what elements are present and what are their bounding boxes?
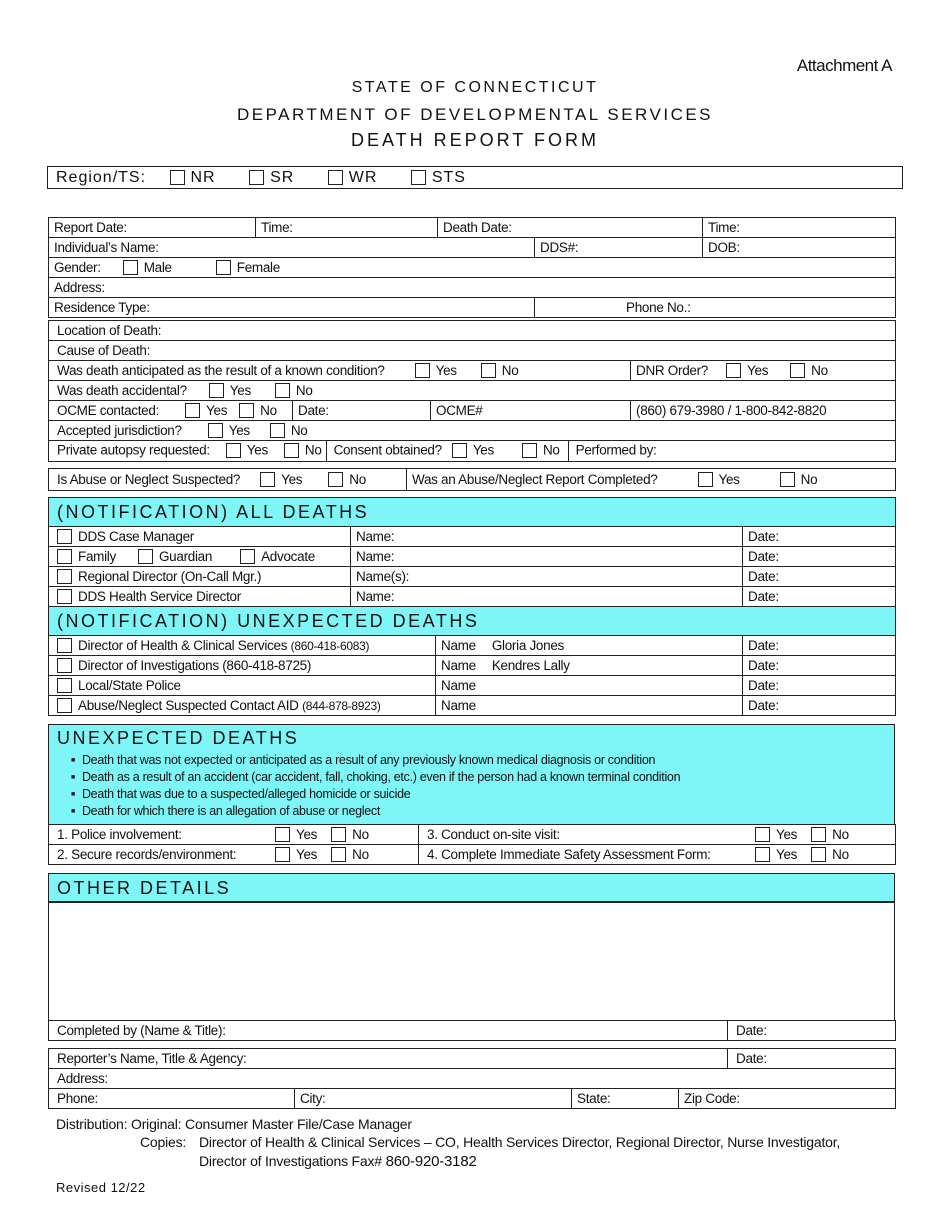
copies-line-1: Director of Health & Clinical Services – CO, Health Services Director, Regional Director, Nurse Investigator,	[199, 1134, 841, 1150]
criteria-item: ■ Death as a result of an accident (car accident, fall, choking, etc.) even if the person had a known terminal condition	[71, 769, 894, 786]
no-label: No	[295, 383, 313, 398]
dnr-label: DNR Order?	[636, 363, 709, 378]
criteria-item: ■ Death for which there is an allegation of abuse or neglect	[71, 803, 894, 820]
yes-label: Yes	[776, 847, 798, 862]
yes-label: Yes	[246, 442, 268, 458]
health-clinical-checkbox[interactable]	[57, 638, 72, 653]
anticipated-yes-checkbox[interactable]	[415, 363, 430, 378]
jurisdiction-yes-checkbox[interactable]	[208, 423, 223, 438]
onsite-visit-label: 3. Conduct on-site visit:	[427, 827, 560, 842]
death-time-field[interactable]: Time:	[703, 218, 896, 238]
secure-records-yes-checkbox[interactable]	[275, 847, 290, 862]
region-sr-label: SR	[270, 169, 295, 186]
completed-by-table	[48, 1020, 896, 1041]
police-involvement-yes-checkbox[interactable]	[275, 827, 290, 842]
abuse-report-row	[407, 469, 896, 491]
gender-label: Gender:	[54, 260, 101, 275]
gender-row	[49, 258, 896, 278]
case-manager-name-field[interactable]: Name:	[351, 527, 743, 547]
family-label: Family	[78, 549, 116, 564]
individual-name-field[interactable]: Individual’s Name:	[49, 238, 535, 258]
ocme-yes-checkbox[interactable]	[185, 403, 200, 418]
onsite-visit-no-checkbox[interactable]	[811, 827, 826, 842]
investigations-contact: Kendres Lally	[491, 658, 570, 673]
accidental-no-checkbox[interactable]	[275, 383, 290, 398]
yes-label: Yes	[435, 363, 457, 378]
autopsy-label: Private autopsy requested:	[57, 442, 210, 458]
case-manager-date-field[interactable]: Date:	[743, 527, 896, 547]
state-heading: STATE OF CONNECTICUT	[351, 79, 599, 96]
region-row	[47, 166, 903, 189]
abuse-table	[48, 468, 896, 491]
region-sts-label: STS	[431, 169, 466, 186]
autopsy-row	[49, 441, 896, 462]
yes-label: Yes	[281, 472, 303, 487]
cause-of-death-field[interactable]: Cause of Death:	[49, 341, 896, 361]
other-details-textarea[interactable]	[49, 903, 894, 1018]
investigations-row	[49, 656, 436, 676]
consent-label: Consent obtained?	[333, 442, 442, 458]
notification-all-table	[48, 497, 896, 607]
ocme-phone: (860) 679-3980 / 1-800-842-8820	[631, 401, 896, 421]
notification-unexpected-title: (NOTIFICATION) UNEXPECTED DEATHS	[49, 607, 896, 636]
form-title: DEATH REPORT FORM	[350, 130, 599, 150]
department-heading: DEPARTMENT OF DEVELOPMENTAL SERVICES	[236, 105, 714, 124]
yes-label: Yes	[747, 363, 769, 378]
reporter-date-field[interactable]: Date:	[728, 1049, 896, 1069]
reporter-name-field[interactable]: Reporter’s Name, Title & Agency:	[49, 1049, 728, 1069]
advocate-checkbox[interactable]	[240, 549, 255, 564]
notification-unexpected-table	[48, 606, 896, 716]
family-date-field[interactable]: Date:	[743, 547, 896, 567]
police-checkbox[interactable]	[57, 678, 72, 693]
onsite-visit-row	[419, 825, 896, 845]
secure-records-row	[49, 845, 419, 865]
accidental-row	[49, 381, 896, 401]
no-label: No	[542, 442, 560, 458]
yes-label: Yes	[228, 423, 250, 438]
ocme-no-checkbox[interactable]	[239, 403, 254, 418]
other-details-title: OTHER DETAILS	[49, 874, 894, 903]
police-involvement-row	[49, 825, 419, 845]
fax-number: 860-920-3182	[385, 1153, 477, 1170]
jurisdiction-no-checkbox[interactable]	[270, 423, 285, 438]
investigations-date-field[interactable]: Date:	[743, 656, 896, 676]
health-clinical-name	[436, 636, 743, 656]
ocme-date-field[interactable]: Date:	[293, 401, 431, 421]
unexpected-actions-table	[48, 824, 896, 865]
report-yes-checkbox[interactable]	[698, 472, 713, 487]
reporter-city-field[interactable]: City:	[295, 1089, 572, 1109]
no-label: No	[349, 472, 366, 487]
ocme-number-field[interactable]: OCME#	[431, 401, 631, 421]
fax-label: Director of Investigations Fax#	[199, 1153, 382, 1169]
accidental-yes-checkbox[interactable]	[209, 383, 224, 398]
death-details-table	[48, 320, 896, 462]
no-label: No	[352, 827, 369, 842]
criteria-item: ■ Death that was not expected or anticipated as a result of any previously known medical diagnosis or condition	[71, 752, 894, 769]
regional-director-names-field[interactable]: Name(s):	[351, 567, 743, 587]
completed-date-field[interactable]: Date:	[728, 1021, 896, 1041]
family-row	[49, 547, 351, 567]
no-label: No	[811, 363, 828, 378]
no-label: No	[501, 363, 519, 378]
unexpected-deaths-section	[48, 724, 895, 825]
yes-label: Yes	[296, 847, 318, 862]
autopsy-yes-checkbox[interactable]	[226, 443, 241, 458]
secure-records-label: 2. Secure records/environment:	[57, 847, 237, 862]
region-label: Region/TS:	[56, 169, 147, 186]
region-sr-checkbox[interactable]	[249, 170, 264, 185]
address-field[interactable]: Address:	[49, 278, 896, 298]
health-clinical-label: Director of Health & Clinical Services	[78, 638, 288, 653]
accidental-label: Was death accidental?	[57, 383, 187, 398]
aid-label: Abuse/Neglect Suspected Contact AID	[78, 698, 299, 713]
no-label: No	[304, 442, 322, 458]
gender-male-label: Male	[143, 260, 172, 275]
anticipated-no-checkbox[interactable]	[481, 363, 496, 378]
regional-director-date-field[interactable]: Date:	[743, 567, 896, 587]
no-label: No	[260, 403, 277, 418]
no-label: No	[352, 847, 369, 862]
location-of-death-field[interactable]: Location of Death:	[49, 321, 896, 341]
safety-assessment-yes-checkbox[interactable]	[755, 847, 770, 862]
family-name-field[interactable]: Name:	[351, 547, 743, 567]
safety-assessment-no-checkbox[interactable]	[811, 847, 826, 862]
name-label: Name	[441, 638, 476, 653]
police-row	[49, 676, 436, 696]
yes-label: Yes	[296, 827, 318, 842]
jurisdiction-row	[49, 421, 896, 441]
aid-name-field[interactable]: Name	[436, 696, 743, 716]
police-involvement-no-checkbox[interactable]	[331, 827, 346, 842]
health-director-row	[49, 587, 351, 607]
report-date-field[interactable]: Report Date:	[49, 218, 256, 238]
health-director-name-field[interactable]: Name:	[351, 587, 743, 607]
investigations-label: Director of Investigations (860-418-8725)	[78, 658, 312, 673]
gender-male-checkbox[interactable]	[123, 260, 138, 275]
distribution-line: Distribution: Original: Consumer Master File/Case Manager	[56, 1116, 412, 1132]
residence-type-field[interactable]: Residence Type:	[49, 298, 535, 318]
no-label: No	[832, 827, 849, 842]
region-wr-checkbox[interactable]	[328, 170, 343, 185]
secure-records-no-checkbox[interactable]	[331, 847, 346, 862]
case-manager-label: DDS Case Manager	[78, 529, 195, 544]
copies-line-2	[199, 1153, 477, 1170]
health-director-checkbox[interactable]	[57, 589, 72, 604]
family-checkbox[interactable]	[57, 549, 72, 564]
no-label: No	[832, 847, 849, 862]
yes-label: Yes	[472, 442, 494, 458]
yes-label: Yes	[718, 472, 740, 487]
jurisdiction-label: Accepted jurisdiction?	[57, 423, 182, 438]
notification-all-title: (NOTIFICATION) ALL DEATHS	[49, 498, 896, 527]
ocme-contacted-row	[49, 401, 293, 421]
abuse-yes-checkbox[interactable]	[260, 472, 275, 487]
reporter-state-field[interactable]: State:	[572, 1089, 679, 1109]
abuse-report-label: Was an Abuse/Neglect Report Completed?	[412, 472, 658, 487]
reporter-zip-field[interactable]: Zip Code:	[679, 1089, 896, 1109]
dnr-no-checkbox[interactable]	[790, 363, 805, 378]
completed-by-field[interactable]: Completed by (Name & Title):	[49, 1021, 728, 1041]
region-nr-checkbox[interactable]	[170, 170, 185, 185]
no-label: No	[800, 472, 818, 487]
name-label: Name	[441, 658, 476, 673]
health-director-date-field[interactable]: Date:	[743, 587, 896, 607]
unexpected-deaths-title: UNEXPECTED DEATHS	[57, 728, 300, 748]
dnr-row	[631, 361, 896, 381]
abuse-suspected-row	[49, 469, 407, 491]
advocate-label: Advocate	[261, 549, 315, 564]
consent-yes-checkbox[interactable]	[452, 443, 467, 458]
investigations-name	[436, 656, 743, 676]
revised-date: Revised 12/22	[56, 1180, 146, 1195]
onsite-visit-yes-checkbox[interactable]	[755, 827, 770, 842]
police-label: Local/State Police	[78, 678, 181, 693]
safety-assessment-row	[419, 845, 896, 865]
police-involvement-label: 1. Police involvement:	[57, 827, 182, 842]
case-manager-checkbox[interactable]	[57, 529, 72, 544]
yes-label: Yes	[229, 383, 251, 398]
death-date-field[interactable]: Death Date:	[438, 218, 703, 238]
attachment-label: Attachment A	[796, 56, 892, 75]
report-no-checkbox[interactable]	[780, 472, 795, 487]
reporter-table	[48, 1048, 896, 1109]
guardian-label: Guardian	[158, 549, 213, 564]
unexpected-criteria-list	[71, 752, 894, 820]
regional-director-checkbox[interactable]	[57, 569, 72, 584]
ocme-contacted-label: OCME contacted:	[57, 403, 160, 418]
health-clinical-phone: (860-418-6083)	[290, 639, 370, 653]
anticipated-label: Was death anticipated as the result of a known condition?	[57, 363, 385, 378]
gender-female-checkbox[interactable]	[216, 260, 231, 275]
aid-row	[49, 696, 436, 716]
investigations-checkbox[interactable]	[57, 658, 72, 673]
no-label: No	[290, 423, 308, 438]
autopsy-no-checkbox[interactable]	[284, 443, 299, 458]
yes-label: Yes	[206, 403, 228, 418]
performed-by-field[interactable]: Performed by:	[575, 442, 657, 458]
gender-female-label: Female	[236, 260, 280, 275]
criteria-item: ■ Death that was due to a suspected/alleged homicide or suicide	[71, 786, 894, 803]
regional-director-label: Regional Director (On-Call Mgr.)	[78, 569, 262, 584]
aid-phone: (844-878-8923)	[302, 699, 381, 713]
yes-label: Yes	[776, 827, 798, 842]
individual-info-table	[48, 217, 896, 318]
regional-director-row	[49, 567, 351, 587]
aid-date-field[interactable]: Date:	[743, 696, 896, 716]
region-wr-label: WR	[348, 169, 378, 186]
health-clinical-row	[49, 636, 436, 656]
abuse-suspected-label: Is Abuse or Neglect Suspected?	[57, 472, 241, 487]
reporter-address-field[interactable]: Address:	[49, 1069, 896, 1089]
safety-assessment-label: 4. Complete Immediate Safety Assessment Form:	[427, 847, 711, 862]
dnr-yes-checkbox[interactable]	[726, 363, 741, 378]
region-sts-checkbox[interactable]	[411, 170, 426, 185]
region-nr-label: NR	[190, 169, 216, 186]
other-details-section	[48, 873, 895, 1021]
report-time-field[interactable]: Time:	[256, 218, 438, 238]
anticipated-row	[49, 361, 631, 381]
health-clinical-date-field[interactable]: Date:	[743, 636, 896, 656]
dob-field[interactable]: DOB:	[703, 238, 896, 258]
police-date-field[interactable]: Date:	[743, 676, 896, 696]
health-director-label: DDS Health Service Director	[78, 589, 241, 604]
health-clinical-contact: Gloria Jones	[491, 638, 564, 653]
abuse-no-checkbox[interactable]	[328, 472, 343, 487]
police-name-field[interactable]: Name	[436, 676, 743, 696]
aid-checkbox[interactable]	[57, 698, 72, 713]
guardian-checkbox[interactable]	[138, 549, 153, 564]
copies-label: Copies:	[140, 1134, 187, 1150]
case-manager-row	[49, 527, 351, 547]
reporter-phone-field[interactable]: Phone:	[49, 1089, 295, 1109]
phone-field[interactable]: Phone No.:	[535, 298, 896, 318]
consent-no-checkbox[interactable]	[522, 443, 537, 458]
dds-number-field[interactable]: DDS#:	[535, 238, 703, 258]
